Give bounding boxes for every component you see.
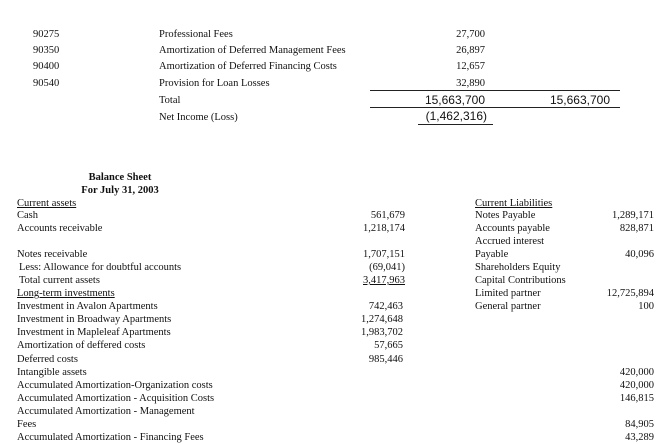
cash-label: Cash (17, 210, 38, 221)
account-label: Provision for Loan Losses (159, 78, 270, 89)
ar-amount: 1,218,174 (363, 223, 405, 234)
accrued-interest-amount: 40,096 (625, 249, 654, 260)
account-label: Amortization of Deferred Management Fees (159, 45, 346, 56)
balance-sheet-date: For July 31, 2003 (81, 185, 159, 196)
account-amount: 27,700 (456, 29, 485, 40)
current-liabilities-header: Current Liabilities (475, 198, 553, 209)
long-term-investments-header: Long-term investments (17, 288, 115, 299)
acc-amort-management-label-cont: Fees (17, 419, 37, 430)
account-code: 90275 (33, 29, 60, 40)
management-amount: 84,905 (625, 419, 654, 430)
account-label: Amortization of Deferred Financing Costs (159, 61, 337, 72)
allowance-label: Less: Allowance for doubtful accounts (19, 262, 182, 273)
investment-mapleleaf-amount: 1,983,702 (361, 327, 403, 338)
total-top-rule (370, 90, 620, 91)
investment-avalon-amount: 742,463 (368, 301, 403, 312)
investment-avalon-label: Investment in Avalon Apartments (17, 301, 158, 312)
account-code: 90540 (33, 78, 60, 89)
accounts-payable-amount: 828,871 (619, 223, 654, 234)
accrued-interest-label-cont: Payable (475, 249, 509, 260)
notes-receivable-label: Notes receivable (17, 249, 88, 260)
net-income-rule (418, 124, 493, 125)
amortization-deferred-label: Amortization of deffered costs (17, 340, 146, 351)
investment-mapleleaf-label: Investment in Mapleleaf Apartments (17, 327, 171, 338)
account-amount: 12,657 (456, 61, 485, 72)
investment-broadway-amount: 1,274,648 (361, 314, 403, 325)
limited-partner-label: Limited partner (475, 288, 541, 299)
general-partner-amount: 100 (638, 301, 654, 312)
deferred-costs-amount: 985,446 (368, 354, 403, 365)
capital-contributions-label: Capital Contributions (475, 275, 566, 286)
total-current-assets-amount: 3,417,963 (363, 275, 405, 286)
account-label: Professional Fees (159, 29, 233, 40)
investment-broadway-label: Investment in Broadway Apartments (17, 314, 172, 325)
total-label: Total (159, 95, 181, 106)
ar-label: Accounts receivable (17, 223, 103, 234)
limited-partner-amount: 12,725,894 (606, 288, 654, 299)
net-income-amount: (1,462,316) (425, 109, 487, 123)
intangible-assets-label: Intangible assets (17, 367, 87, 378)
amortization-deferred-amount: 57,665 (374, 340, 403, 351)
total-bottom-rule (370, 107, 620, 108)
acc-amort-management-label: Accumulated Amortization - Management (17, 406, 195, 417)
cash-amount: 561,679 (370, 210, 405, 221)
deferred-costs-label: Deferred costs (17, 354, 78, 365)
notes-payable-label: Notes Payable (475, 210, 536, 221)
allowance-amount: (69,041) (369, 262, 405, 273)
acc-amort-acquisition-label: Accumulated Amortization - Acquisition Costs (17, 393, 215, 404)
financing-amount: 43,289 (625, 432, 654, 443)
intangible-amount: 420,000 (619, 367, 654, 378)
shareholders-equity-label: Shareholders Equity (475, 262, 561, 273)
account-amount: 32,890 (456, 78, 485, 89)
acc-amort-organization-label: Accumulated Amortization-Organization costs (17, 380, 213, 391)
account-code: 90350 (33, 45, 60, 56)
organization-amount: 420,000 (619, 380, 654, 391)
notes-payable-amount: 1,289,171 (612, 210, 654, 221)
total-amount-2: 15,663,700 (549, 93, 610, 107)
account-amount: 26,897 (456, 45, 485, 56)
accrued-interest-label: Accrued interest (475, 236, 545, 247)
acc-amort-financing-label: Accumulated Amortization - Financing Fees (17, 432, 204, 443)
accounts-payable-label: Accounts payable (475, 223, 550, 234)
total-amount: 15,663,700 (424, 93, 485, 107)
balance-sheet-title: Balance Sheet (88, 172, 152, 183)
net-income-label: Net Income (Loss) (159, 112, 238, 123)
acquisition-amount: 146,815 (619, 393, 654, 404)
general-partner-label: General partner (475, 301, 541, 312)
total-current-assets-label: Total current assets (19, 275, 100, 286)
current-assets-header: Current assets (17, 198, 77, 209)
account-code: 90400 (33, 61, 60, 72)
notes-receivable-amount: 1,707,151 (363, 249, 405, 260)
